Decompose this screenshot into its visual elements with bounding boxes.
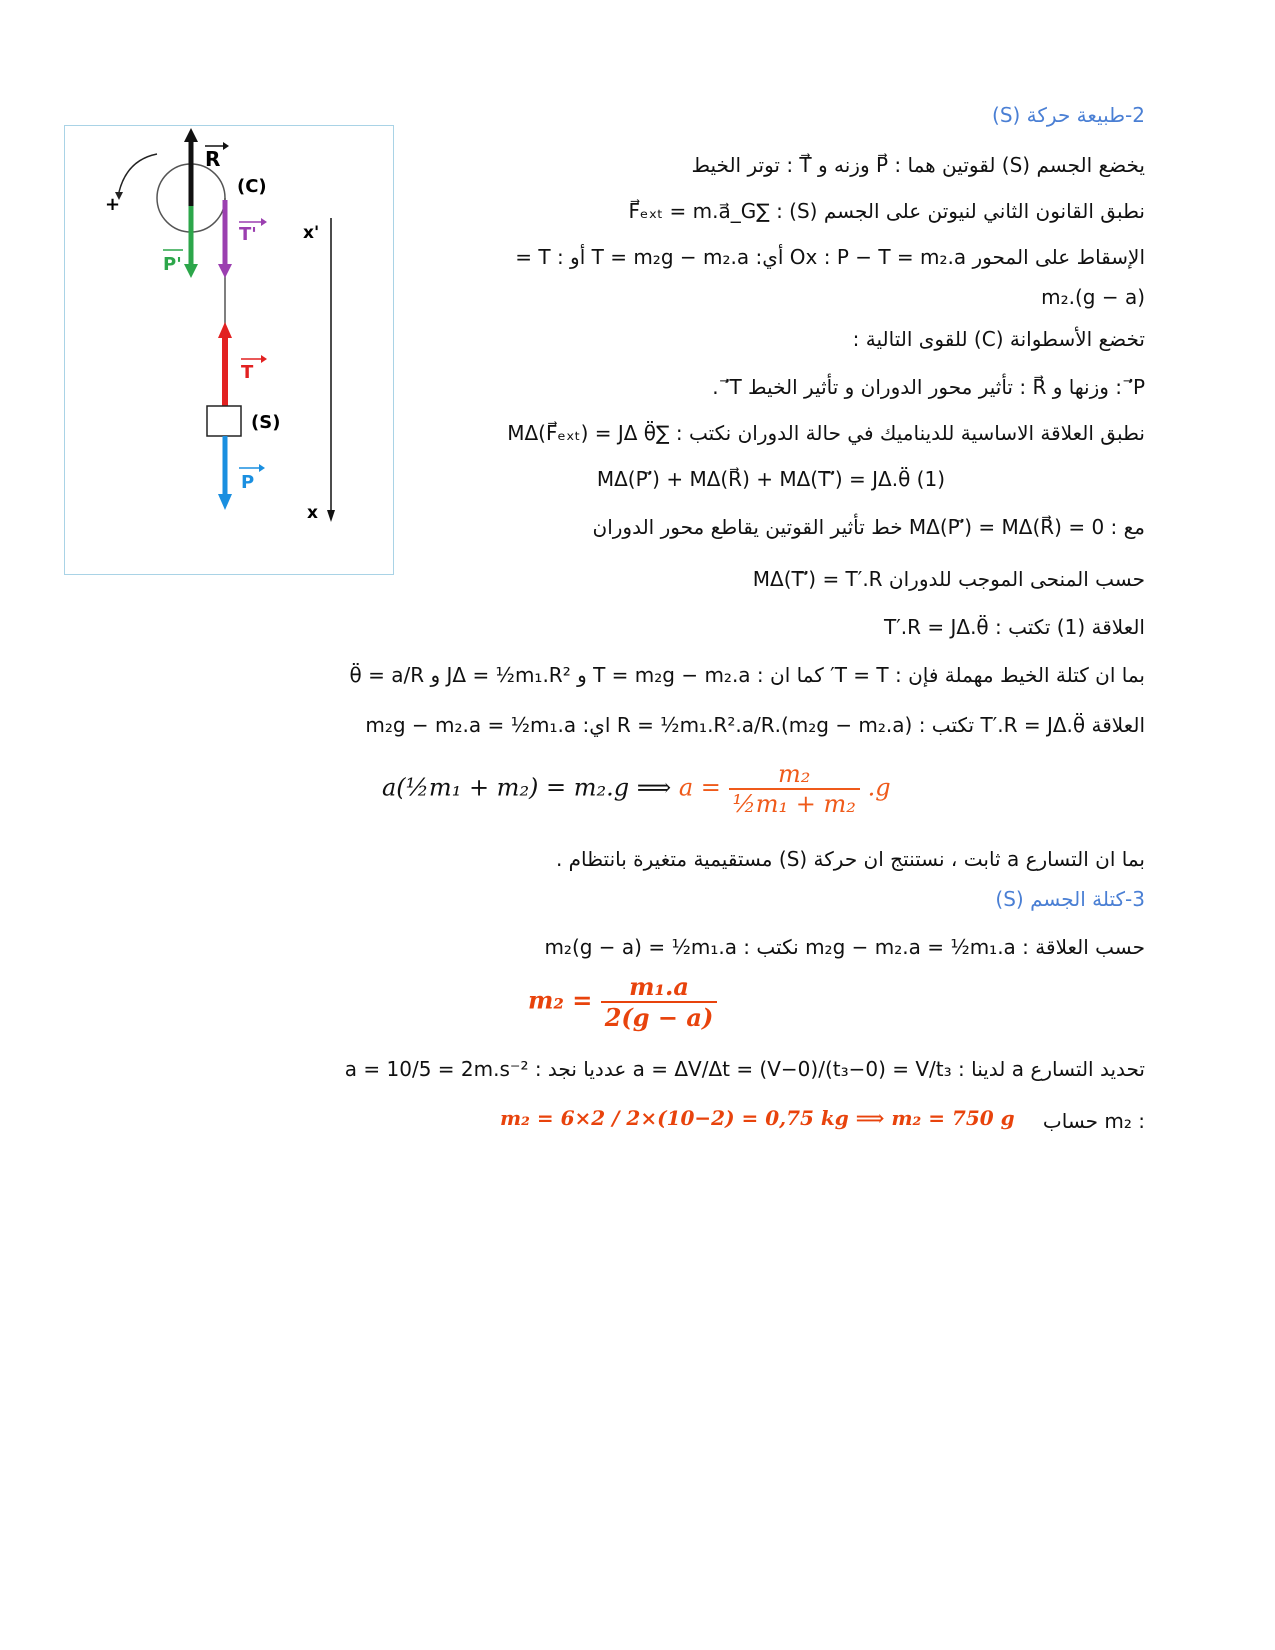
T-label: T (241, 362, 254, 383)
result-fraction (729, 760, 860, 818)
plus-sign: + (105, 194, 121, 215)
m2-formula (528, 972, 717, 1032)
S-label: (S) (251, 412, 281, 433)
m2-denominator: 2(g − a) (604, 1003, 714, 1032)
body-S (207, 406, 241, 436)
x-prime-label: x' (303, 223, 320, 243)
s2-line-5: تخضع الأسطوانة (C) للقوى التالية : (852, 327, 1145, 351)
result-lhs: a(½m₁ + m₂) = m₂.g ⟹ (382, 773, 672, 802)
s2-line-6: P′⃗ : وزنها و R⃗ : تأثير محور الدوران و تأثير الخيط T′⃗ . (712, 375, 1145, 399)
result-g: .g (867, 773, 891, 802)
s2-line-10: حسب المنحى الموجب للدوران MΔ(T′⃗) = T′.R (752, 567, 1145, 591)
x-label: x (307, 503, 318, 523)
result-a: a = (678, 773, 721, 802)
s2-line-13: العلاقة T′.R = JΔ.θ̈ تكتب : (m₂g − m₂.a).R = ½m₁.R².a/R اي: m₂g − m₂.a = ½m₁.a (365, 713, 1145, 737)
T-prime-label: T' (239, 224, 257, 245)
s2-line-4: m₂.(g − a) (1041, 285, 1145, 309)
R-arrowhead (184, 128, 198, 142)
section-3-heading: 3-كتلة الجسم (S) (995, 887, 1145, 911)
s2-line-8: MΔ(P′⃗) + MΔ(R⃗) + MΔ(T′⃗) = JΔ.θ̈ (1) (596, 467, 945, 491)
s2-line-7: نطبق العلاقة الاساسية للديناميك في حالة الدوران نكتب : ∑MΔ(F⃗ₑₓₜ) = JΔ θ̈ (507, 421, 1145, 445)
P-prime-label: P' (163, 254, 182, 275)
m2-numerator: m₁.a (601, 972, 718, 1003)
T-prime-arrowhead (218, 264, 232, 278)
result-numerator: m₂ (729, 760, 860, 790)
s3-line-1: حسب العلاقة : m₂g − m₂.a = ½m₁.a نكتب : m₂(g − a) = ½m₁.a (544, 935, 1145, 959)
force-diagram (64, 125, 394, 575)
m2-calculation: m₂ = 6×2 / 2×(10−2) = 0,75 kg ⟹ m₂ = 750 g (500, 1106, 1015, 1130)
P-label: P (241, 472, 255, 493)
s3-line-2: تحديد التسارع a لدينا : a = ΔV/Δt = (V−0)/(t₃−0) = V/t₃ عدديا نجد : a = 10/5 = 2m.s⁻² (344, 1057, 1145, 1081)
s2-line-2: نطبق القانون الثاني لنيوتن على الجسم (S) : ∑F⃗ₑₓₜ = m.a⃗_G (628, 199, 1145, 223)
force-diagram-svg (65, 126, 393, 574)
s2-line-9: مع : MΔ(P′⃗) = MΔ(R⃗) = 0 خط تأثير القوتين يقاطع محور الدوران (592, 515, 1145, 539)
T-arrowhead (218, 322, 232, 338)
s2-conclusion: بما ان التسارع a ثابت ، نستنتج ان حركة (S) مستقيمية متغيرة بانتظام . (555, 847, 1145, 871)
m2-fraction (601, 972, 718, 1032)
result-denominator: ½m₁ + m₂ (732, 790, 856, 818)
s2-line-11: العلاقة (1) تكتب : T′.R = JΔ.θ̈ (884, 615, 1145, 639)
acceleration-result (382, 760, 891, 818)
section-2-heading: 2-طبيعة حركة (S) (992, 103, 1145, 127)
P-prime-arrowhead (184, 264, 198, 278)
P-arrowhead (218, 494, 232, 510)
s2-line-12: بما ان كتلة الخيط مهملة فإن : T = T′ كما ان : T = m₂g − m₂.a و JΔ = ½m₁.R² و θ̈ = a/R (349, 663, 1145, 687)
s2-line-1: يخضع الجسم (S) لقوتين هما : P⃗ وزنه و T⃗ : توتر الخيط (691, 153, 1145, 177)
rotation-arrow (119, 154, 157, 192)
C-label: (C) (237, 176, 267, 197)
m2-lhs: m₂ = (528, 985, 593, 1015)
s2-line-3: الإسقاط على المحور Ox : P − T = m₂.a أي: T = m₂g − m₂.a أو : T = (515, 245, 1145, 269)
calc-label: : m₂ حساب (1042, 1109, 1145, 1133)
R-label: R (205, 147, 221, 171)
x-axis-arrowhead (327, 510, 335, 522)
